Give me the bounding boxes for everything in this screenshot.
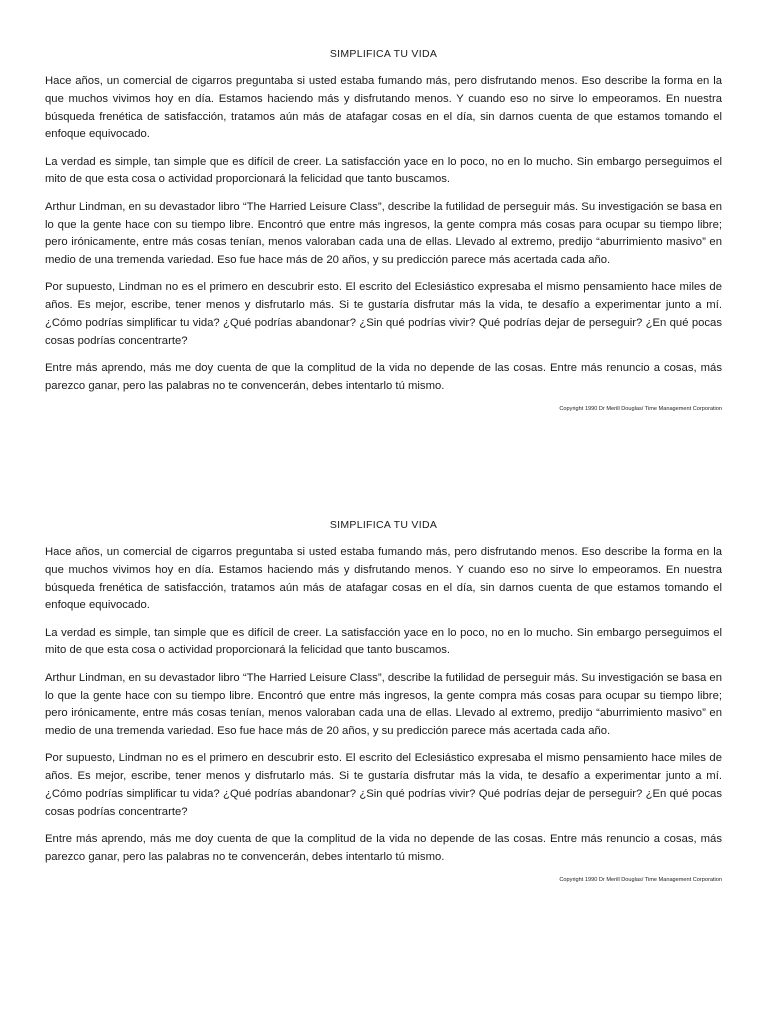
paragraph-5: Entre más aprendo, más me doy cuenta de que la complitud de la vida no depende de las cosas. Entre más renuncio a cosas, más parezco ganar, pero las palabras no te convencerán, debes intentarlo tú mismo. [45,362,722,392]
paragraph-2: La verdad es simple, tan simple que es difícil de creer. La satisfacción yace en lo poco, no en lo mucho. Sin embargo perseguimos el mito de que esta cosa o actividad proporcionará la felicidad que tanto buscamos. [45,155,722,186]
paragraph-3: Arthur Lindman, en su devastador libro “The Harried Leisure Class”, describe la futilidad de perseguir más. Su investigación se basa en lo que la gente hace con su tiempo libre. Encontró que entre más ingresos, la gente compra más cosas para ocupar su tiempo libre; pero irónicamente, entre más cosas tenían, menos valoraban cada una de ellas. Llevado al extremo, predijo “aburrimiento masivo” en medio de una tremenda variedad. Eso fue hace más de 20 años, y su predicción parece más acertada cada año. [45,200,722,267]
paragraph-3: Arthur Lindman, en su devastador libro “The Harried Leisure Class”, describe la futilidad de perseguir más. Su investigación se basa en lo que la gente hace con su tiempo libre. Encontró que entre más ingresos, la gente compra más cosas para ocupar su tiempo libre; pero irónicamente, entre más cosas tenían, menos valoraban cada una de ellas. Llevado al extremo, predijo “aburrimiento masivo” en medio de una tremenda variedad. Eso fue hace más de 20 años, y su predicción parece más acertada cada año. [45,671,722,738]
paragraph-1: Hace años, un comercial de cigarros preguntaba si usted estaba fumando más, pero disfrutando menos. Eso describe la forma en la que muchos vivimos hoy en día. Estamos haciendo más y disfrutando menos. Y cuando eso no sirve lo empeoramos. En nuestra búsqueda frenética de satisfacción, tratamos aún más de atafagar cosas en el día, sin darnos cuenta de que estamos tomando el enfoque equivocado. [45,546,722,612]
paragraph-2: La verdad es simple, tan simple que es difícil de creer. La satisfacción yace en lo poco, no en lo mucho. Sin embargo perseguimos el mito de que esta cosa o actividad proporcionará la felicidad que tanto buscamos. [45,626,722,657]
article-copy-2 [45,518,722,884]
article-title: SIMPLIFICA TU VIDA [329,48,438,60]
paragraph-4: Por supuesto, Lindman no es el primero en descubrir esto. El escrito del Eclesiástico expresaba el mismo pensamiento hace miles de años. Es mejor, escribe, tener menos y disfrutarlo más. Si te gustaría disfrutar más la vida, te desafío a experimentar junto a mí. ¿Cómo podrías simplificar tu vida? ¿Qué podrías abandonar? ¿Sin qué podrías vivir? Qué podrías dejar de perseguir? ¿En qué pocas cosas podrías concentrarte? [45,281,722,347]
paragraph-5: Entre más aprendo, más me doy cuenta de que la complitud de la vida no depende de las cosas. Entre más renuncio a cosas, más parezco ganar, pero las palabras no te convencerán, debes intentarlo tú mismo. [45,833,722,863]
copyright-notice: Copyright 1990 Dr Merill Douglas/ Time Management Corporation [559,877,722,884]
article-copy-1 [45,47,722,413]
paragraph-4: Por supuesto, Lindman no es el primero en descubrir esto. El escrito del Eclesiástico expresaba el mismo pensamiento hace miles de años. Es mejor, escribe, tener menos y disfrutarlo más. Si te gustaría disfrutar más la vida, te desafío a experimentar junto a mí. ¿Cómo podrías simplificar tu vida? ¿Qué podrías abandonar? ¿Sin qué podrías vivir? Qué podrías dejar de perseguir? ¿En qué pocas cosas podrías concentrarte? [45,752,722,818]
paragraph-1: Hace años, un comercial de cigarros preguntaba si usted estaba fumando más, pero disfrutando menos. Eso describe la forma en la que muchos vivimos hoy en día. Estamos haciendo más y disfrutando menos. Y cuando eso no sirve lo empeoramos. En nuestra búsqueda frenética de satisfacción, tratamos aún más de atafagar cosas en el día, sin darnos cuenta de que estamos tomando el enfoque equivocado. [45,75,722,141]
copyright-notice: Copyright 1990 Dr Merill Douglas/ Time Management Corporation [559,406,722,413]
article-title: SIMPLIFICA TU VIDA [329,519,438,531]
